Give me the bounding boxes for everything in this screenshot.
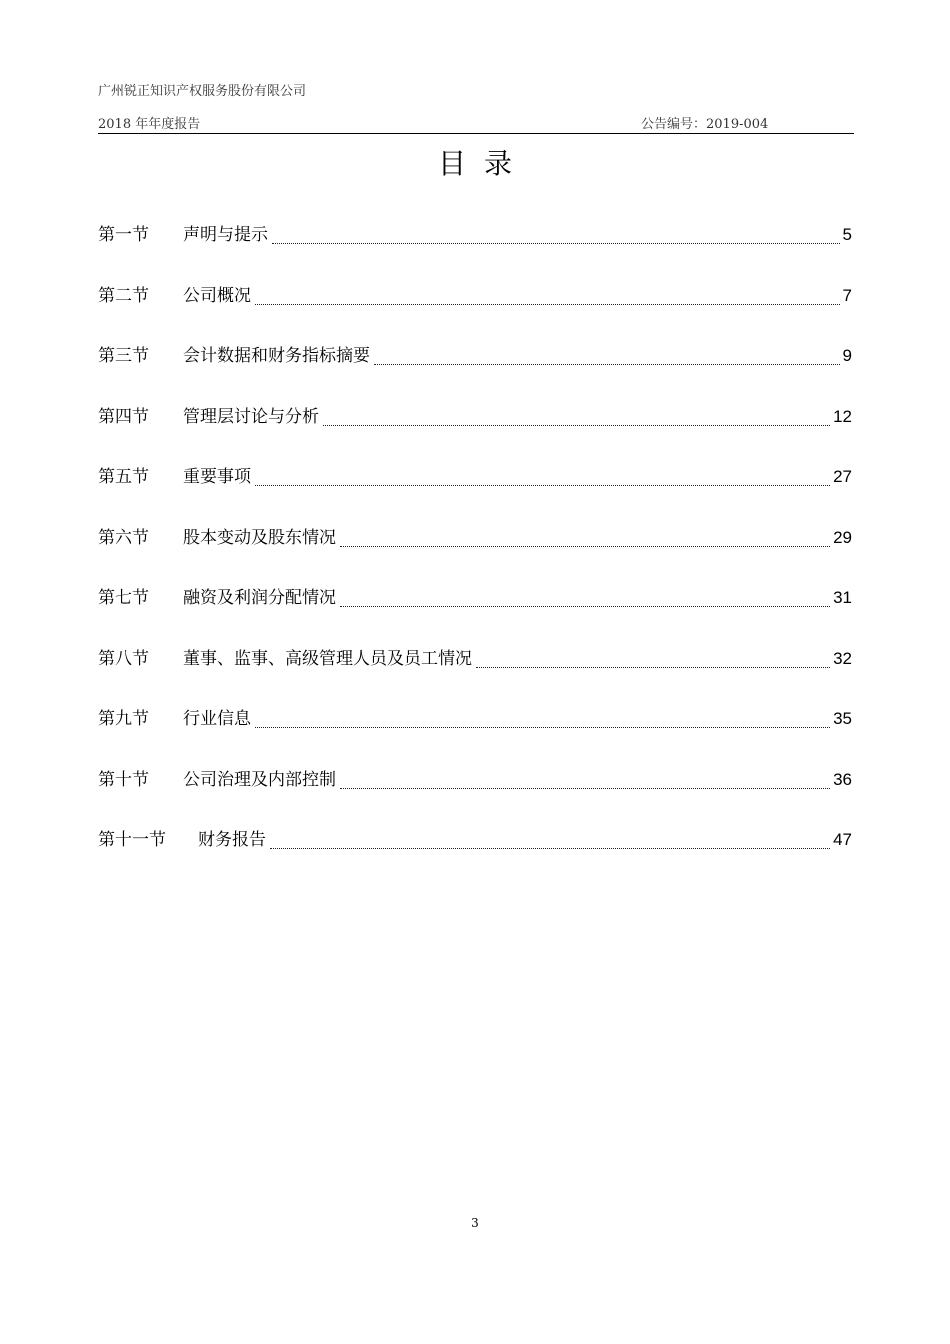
toc-page-number: 9 <box>842 346 852 365</box>
toc-leader-dots <box>255 304 840 305</box>
header-company-name: 广州锐正知识产权服务股份有限公司 <box>98 84 307 99</box>
toc-section-number: 第十一节 <box>98 830 166 850</box>
toc-entry[interactable] <box>98 462 852 492</box>
header-notice-number: 公告编号：2019-004 <box>641 117 769 132</box>
toc-page-number: 32 <box>833 648 852 668</box>
toc-section-title: 公司概况 <box>183 285 251 306</box>
toc-leader-dots <box>340 788 830 789</box>
toc-page-number: 31 <box>833 588 852 607</box>
toc-leader-dots <box>272 243 840 244</box>
toc-section-title: 声明与提示 <box>183 225 268 245</box>
toc-section-title: 公司治理及内部控制 <box>183 769 336 790</box>
toc-leader-dots <box>323 425 830 426</box>
toc-leader-dots <box>340 606 830 607</box>
toc-title: 目录 <box>437 147 530 180</box>
toc-leader-dots <box>255 485 830 486</box>
page-number: 3 <box>471 1216 479 1230</box>
toc-section-number: 第九节 <box>98 709 149 729</box>
toc-section-title: 股本变动及股东情况 <box>183 527 336 548</box>
toc-entry[interactable] <box>98 644 852 674</box>
toc-section-number: 第四节 <box>98 406 149 427</box>
toc-section-title: 重要事项 <box>183 467 251 487</box>
toc-page-number: 29 <box>833 527 852 547</box>
toc-section-title: 财务报告 <box>198 830 266 850</box>
toc-section-number: 第七节 <box>98 588 149 608</box>
toc-section-title: 管理层讨论与分析 <box>183 406 319 427</box>
toc-page-number: 47 <box>833 830 852 849</box>
toc-section-number: 第一节 <box>98 225 149 245</box>
toc-entry[interactable] <box>98 704 852 734</box>
toc-entry[interactable] <box>98 220 852 250</box>
toc-leader-dots <box>374 364 840 365</box>
toc-page-number: 36 <box>833 769 852 789</box>
toc-section-number: 第五节 <box>98 467 149 487</box>
header-row <box>98 113 854 133</box>
toc-entry[interactable] <box>98 341 852 371</box>
header-divider <box>98 133 854 134</box>
toc-section-number: 第三节 <box>98 346 149 366</box>
toc-page-number: 27 <box>833 467 852 486</box>
toc-leader-dots <box>270 848 830 849</box>
toc-entry[interactable] <box>98 402 852 432</box>
toc-entry[interactable] <box>98 281 852 311</box>
toc-page-number: 12 <box>833 406 852 426</box>
toc-leader-dots <box>340 546 830 547</box>
toc-section-title: 董事、监事、高级管理人员及员工情况 <box>183 648 472 669</box>
toc-section-number: 第二节 <box>98 285 149 306</box>
toc-page-number: 35 <box>833 709 852 728</box>
toc-leader-dots <box>476 667 830 668</box>
toc-entry[interactable] <box>98 765 852 795</box>
toc-entry[interactable] <box>98 523 852 553</box>
toc-section-title: 会计数据和财务指标摘要 <box>183 346 370 366</box>
toc-leader-dots <box>255 727 830 728</box>
header-report-year: 2018 年年度报告 <box>98 117 201 132</box>
toc-section-title: 行业信息 <box>183 709 251 729</box>
toc-page-number: 5 <box>842 225 852 244</box>
toc-section-number: 第六节 <box>98 527 149 548</box>
toc-section-number: 第八节 <box>98 648 149 669</box>
toc-section-number: 第十节 <box>98 769 149 790</box>
toc-entry[interactable] <box>98 825 852 855</box>
toc-entry[interactable] <box>98 583 852 613</box>
toc-page-number: 7 <box>842 285 852 305</box>
toc-section-title: 融资及利润分配情况 <box>183 588 336 608</box>
